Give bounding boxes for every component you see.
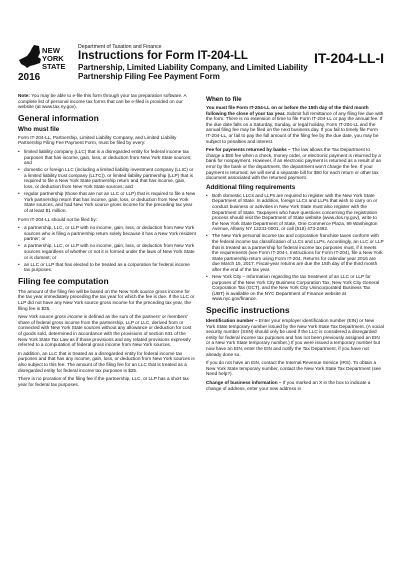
department-name: Department of Taxation and Finance	[78, 44, 162, 50]
tax-year: 2016	[18, 72, 41, 83]
note-text: You may be able to e-file this form through your tax preparation software. A complete list of personal income tax forms that can be e-filed is provided on our website (at www.tax.ny.gov).	[18, 93, 187, 110]
returned-payment-fee-text: The law allows the Tax Department to charge a $50 fee when a check, money order, or electronic payment is returned by a bank for nonpayment. However, if an electronic payment is returned as a result of an error by the bank or the department, the department won't charge the fee. If your payment is returned, we will send a separate bill for $50 for each return or other tax document associated with the returned payment.	[206, 147, 382, 181]
list-item: • Both domestic LLCs and LLPs are required to register with the New York State Department of State. In addition, foreign LLCs and LLPs that wish to carry on or conduct business or activities in New York State must also register with the Department of State. Taxpayers who have questions concerning the registration process should visit the Department of State website (www.dos.ny.gov), write to the New York State Department of State, One Commerce Plaza, 99 Washington Avenue, Albany NY 12231-0001, or call (518) 473-2492.	[206, 193, 384, 232]
left-column	[18, 93, 196, 390]
fee-paragraph-2-text: is defined as the sum of the partners' or members' share of federal gross income from the partnership, LLP or LLC, derived from or connected with New York State sources without any allowance or deduction for cost of goods sold, determined in accordance with the provisions of section 631 of the New York State Tax Law as if those provisions and any related provisions expressly referred to a computation of federal gross income from New York sources.	[18, 314, 192, 348]
when-to-file-text	[206, 105, 384, 144]
who-must-file-heading: Who must file	[18, 125, 60, 133]
should-not-file-list	[18, 225, 196, 273]
list-item: • regular partnership (those that are not an LLC or LLP) that is required to file a New York partnership return that has income, gain, loss, or deduction from New York State sources, and had New York source gross income for the preceding tax year of at least $1 million.	[18, 191, 196, 213]
list-item: • The New York personal income tax and corporation franchise taxes conform with the federal income tax classification of LLCs and LLPs. Accordingly, an LLC or LLP that is treated as a partnership for federal income tax purposes must, if it meets the requirements (see Form IT-204-I, Instructions for Form IT-204), file a New York State partnership return using Form IT-204. Returns for calendar year 2016 are due March 15, 2017. Fiscal-year returns are due the 15th day of the third month after the end of the tax year.	[206, 233, 384, 272]
filing-fee-computation-heading: Filing fee computation	[18, 275, 109, 286]
general-information-heading: General information	[18, 112, 99, 123]
logo-text-york: YORK	[42, 54, 64, 63]
should-not-file-intro: Form IT-204-LL should not be filed by:	[18, 216, 98, 222]
page-title: Instructions for Form IT-204-LL	[78, 50, 248, 62]
efile-note	[18, 93, 196, 110]
change-of-business-details: If you marked an X in the box to indicate a change of address, enter your new address in	[206, 379, 371, 391]
when-to-file-deadline: You must file Form IT-204-LL on or before the 15th day of the third month following the close of your tax year.	[206, 105, 369, 116]
when-to-file-heading: When to file	[206, 96, 242, 103]
ny-source-gross-income-term: New York source gross income	[18, 314, 83, 320]
list-item: • domestic or foreign LLC (including a limited liability investment company (LLIC) or a limited liability trust company (LLTC)), or limited liability partnership (LLP) that is required to file a New York State partnership return and that has income, gain, loss, or deduction from New York State sources; and	[18, 167, 196, 189]
form-header	[18, 44, 384, 88]
additional-requirements-list	[206, 193, 384, 302]
form-id: IT-204-LL-I	[313, 50, 384, 66]
who-must-file-list	[18, 149, 196, 214]
returned-payment-fee	[206, 147, 384, 181]
specific-instructions-heading: Specific instructions	[206, 305, 290, 315]
who-must-file-intro: Form IT-204-LL, Partnership, Limited Liability Company, and Limited Liability Partnership Filing Fee Payment Form, must be filed by every:	[18, 134, 177, 146]
page-subtitle: Partnership, Limited Liability Company, and Limited Liability Partnership Filing Fee Payment Form	[78, 63, 308, 81]
list-item: • an LLC or LLP that has elected to be treated as a corporation for federal income tax purposes.	[18, 262, 196, 273]
additional-requirements-heading: Additional filing requirements	[206, 183, 296, 191]
logo-text-new: NEW	[42, 46, 61, 55]
returned-payment-fee-label: Fee for payments returned by banks –	[206, 147, 291, 153]
ein-text: If you do not have an EIN, contact the Internal Revenue Service (IRS). To obtain a New York State temporary number, contact the New York State Tax Department (see Need help?).	[206, 360, 382, 377]
identification-number-details: Enter your employer identification number (EIN) or New York State temporary number issued by the New York State Tax Department. (A social security number (SSN) should only be used if the LLC is considered a disregarded entity for federal income tax purposes and has not been previously assigned an EIN or a New York State temporary number.) If you were issued a temporary number but now have an EIN, enter the EIN and notify the Tax Department, if you have not already done so.	[206, 318, 384, 357]
fee-paragraph-1: The amount of the filing fee will be based on the New York source gross income for the tax year immediately preceding the tax year for which the fee is due. If the LLC or LLP did not have any New York source gross income for the preceding tax year, the filing fee is $25.	[18, 288, 195, 311]
right-column	[206, 93, 384, 394]
change-of-business-label: Change of business information –	[206, 379, 282, 385]
fee-paragraph-4: There is no proration of the filing fee if the partnership, LLC, or LLP has a short tax year for federal tax purposes.	[18, 376, 189, 387]
nys-logo	[18, 44, 70, 88]
change-of-business-text	[206, 380, 384, 391]
fee-paragraph-3: In addition, an LLC that is treated as a disregarded entity for federal income tax purposes and that has any income, gain, loss, or deduction from New York sources is also subject to this fee. The amount of the filing fee for an LLC that is treated as a disregarded entity for federal income tax purposes is $25.	[18, 350, 195, 373]
identification-number-text	[206, 318, 384, 357]
new-york-state-map-icon	[18, 44, 42, 70]
note-label: Note:	[18, 93, 30, 98]
logo-text-state: STATE	[42, 62, 66, 71]
list-item: • New York City – Information regarding the tax treatment of an LLC or LLP for purposes of the New York City Business Corporation Tax, New York City General Corporation Tax (GCT), and the New York City Unincorporated Business Tax (UBT) is available on the NYC Department of Finance website at www.nyc.gov/finance.	[206, 274, 384, 302]
list-item: • a partnership, LLC, or LLP with no income, gain, loss, or deduction from New York sources who is filing a partnership return solely because it has a New York resident partner; or	[18, 225, 196, 242]
fee-paragraph-2	[18, 314, 196, 348]
list-item: • limited liability company (LLC) that is a disregarded entity for federal income tax purposes that has income, gain, loss, or deduction from New York State sources; and	[18, 149, 196, 166]
list-item: • a partnership, LLC, or LLP with no income, gain, loss, or deduction from New York sources regardless of whether or not it is formed under the laws of New York State or is domest; or	[18, 243, 196, 260]
when-to-file-details: Submit full remittance of any filing fee due with the form. There is no extension of time to file Form IT-204-LL or pay the annual fee. If the due date falls on a Saturday, Sunday, or legal holiday, Form IT-204-LL and the annual filing fee may be filed on the next business day. If you fail to timely file Form IT-204-LL, or fail to pay the full amount of the filing fee by the due date, you may be subject to penalties and interest.	[206, 110, 384, 144]
identification-number-label: Identification number –	[206, 318, 258, 323]
